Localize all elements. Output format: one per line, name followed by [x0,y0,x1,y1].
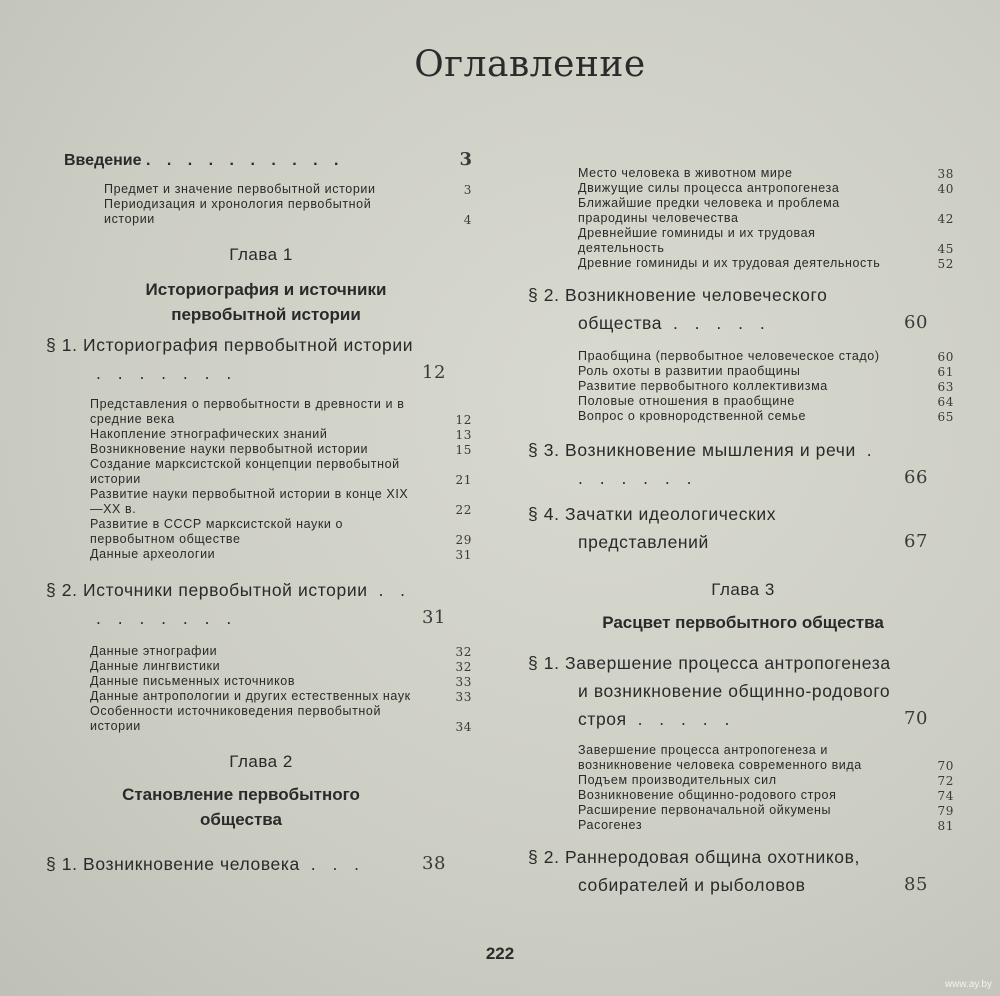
toc-subentry[interactable]: Предмет и значение первобытной истории 3 [104,182,472,197]
watermark: www.ay.by [944,979,992,990]
page-number: 222 [485,944,515,963]
toc-section[interactable]: § 1. Возникновение человека . . . 38 [46,853,447,874]
page-ref: 3 [459,149,472,170]
entry-label: Введение [64,152,142,169]
toc-subentry[interactable]: Создание марксистской концепции первобытной истории 21 [90,457,472,487]
toc-subentry[interactable]: Данные археологии 31 [90,547,472,562]
toc-subentry[interactable]: Периодизация и хронология первобытной истории 4 [104,197,472,227]
toc-section[interactable]: § 1. Историография первобытной истории . . . . . . . 12 [46,335,447,383]
toc-subentry[interactable]: Данные антропологии и других естественных наук 33 [90,689,472,704]
toc-subentry[interactable]: Половые отношения в праобщине 64 [578,394,954,409]
toc-subentry[interactable]: Накопление этнографических знаний 13 [90,427,472,442]
toc-section[interactable]: § 2. Возникновение человеческого общества . . . . . 60 [528,285,929,333]
toc-left-column [46,150,476,878]
toc-subentry[interactable]: Развитие науки первобытной истории в конце XIX—XX в. 22 [90,487,472,517]
chapter-title: Расцвет первобытного общества [602,613,884,632]
toc-subentry[interactable]: Возникновение общинно-родового строя 74 [578,788,954,803]
toc-entry-intro[interactable]: Введение . . . . . . . . . . 3 [64,149,472,170]
toc-subentry[interactable]: Возникновение науки первобытной истории 15 [90,442,472,457]
chapter-label: Глава 3 [711,580,775,599]
toc-subentry[interactable]: Подъем производительных сил 72 [578,773,954,788]
toc-section[interactable]: § 1. Завершение процесса антропогенеза и возникновение общинно-родового строя . . . . . 70 [528,653,929,729]
toc-section[interactable]: § 2. Источники первобытной истории . . . . . . . . . 31 [46,580,447,628]
chapter-title: Историография и источники первобытной истории [145,280,387,324]
chapter-label: Глава 1 [229,245,293,264]
toc-subentry[interactable]: Вопрос о кровнородственной семье 65 [578,409,954,424]
toc-right-column [528,150,958,899]
toc-subentry[interactable]: Данные лингвистики 32 [90,659,472,674]
toc-subentry[interactable]: Представления о первобытности в древности и в средние века 12 [90,397,472,427]
toc-subentry[interactable]: Место человека в животном мире 38 [578,166,954,181]
toc-subentry[interactable]: Развитие в СССР марксистской науки о первобытном обществе 29 [90,517,472,547]
toc-section[interactable]: § 4. Зачатки идеологических представлений 67 [528,504,929,552]
toc-subentry[interactable]: Ближайшие предки человека и проблема прародины человечества 42 [578,196,954,226]
toc-section[interactable]: § 3. Возникновение мышления и речи . . . . . . . 66 [528,440,929,488]
toc-subentry[interactable]: Данные письменных источников 33 [90,674,472,689]
toc-subentry[interactable]: Древнейшие гоминиды и их трудовая деятельность 45 [578,226,954,256]
toc-subentry[interactable]: Особенности источниковедения первобытной истории 34 [90,704,472,734]
toc-section[interactable]: § 2. Раннеродовая община охотников, собирателей и рыболовов 85 [528,847,929,895]
toc-subentry[interactable]: Праобщина (первобытное человеческое стадо) 60 [578,349,954,364]
toc-subentry[interactable]: Завершение процесса антропогенеза и возникновение человека современного вида 70 [578,743,954,773]
toc-subentry[interactable]: Развитие первобытного коллективизма 63 [578,379,954,394]
toc-subentry[interactable]: Расогенез 81 [578,818,954,833]
toc-subentry[interactable]: Древние гоминиды и их трудовая деятельность 52 [578,256,954,271]
toc-subentry[interactable]: Роль охоты в развитии праобщины 61 [578,364,954,379]
toc-subentry[interactable]: Движущие силы процесса антропогенеза 40 [578,181,954,196]
toc-subentry[interactable]: Данные этнографии 32 [90,644,472,659]
chapter-label: Глава 2 [229,752,293,771]
page-title: Оглавление [414,44,646,85]
chapter-title: Становление первобытного общества [122,785,360,829]
toc-subentry[interactable]: Расширение первоначальной ойкумены 79 [578,803,954,818]
